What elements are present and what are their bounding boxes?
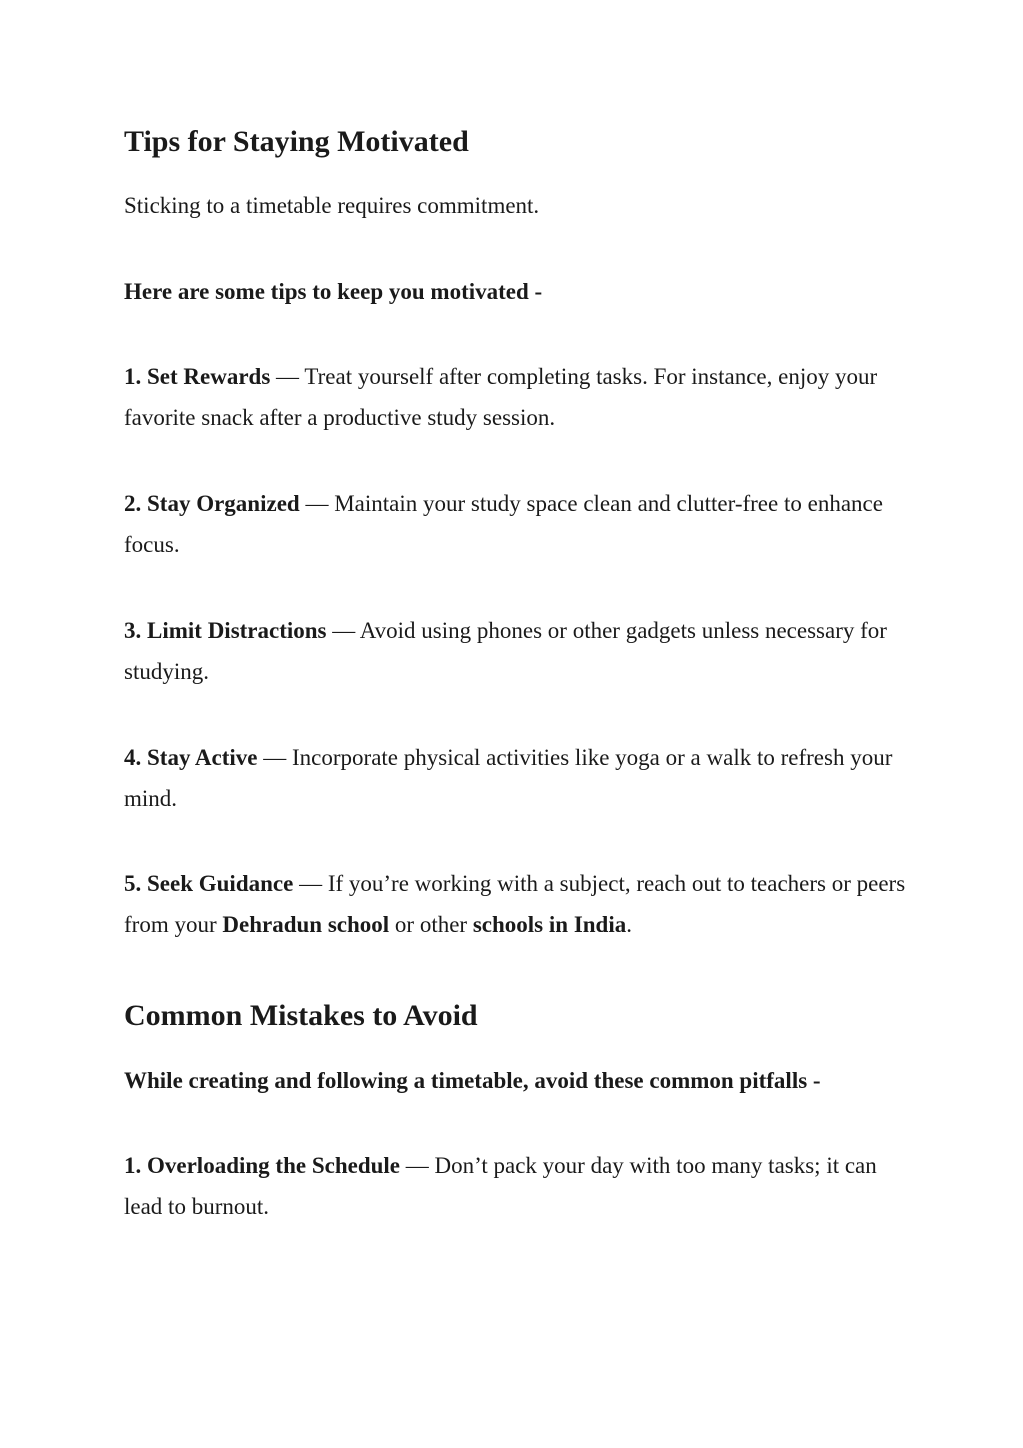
item-title: 3. Limit Distractions — [124, 618, 327, 643]
list-item — [124, 863, 914, 945]
item-title: 1. Set Rewards — [124, 364, 271, 389]
item-text: Don’t pack your day with too many tasks; it can lead to burnout. — [124, 1153, 877, 1219]
section-heading: Common Mistakes to Avoid — [124, 999, 478, 1032]
list-item — [124, 737, 914, 819]
lead-paragraph: While creating and following a timetable, avoid these common pitfalls - — [124, 1068, 821, 1093]
item-separator: — — [257, 745, 293, 770]
list-item — [124, 483, 914, 565]
item-text: If you’re working with a subject, reach out to teachers or peers from your — [124, 871, 906, 937]
list-item — [124, 1145, 914, 1227]
item-text: Maintain your study space clean and clutter-free to enhance focus. — [124, 491, 883, 557]
intro-paragraph: Sticking to a timetable requires commitment. — [124, 193, 540, 218]
item-separator: — — [299, 491, 335, 516]
item-title: 5. Seek Guidance — [124, 871, 294, 896]
item-title: 4. Stay Active — [124, 745, 258, 770]
item-title: 2. Stay Organized — [124, 491, 300, 516]
item-text: Treat yourself after completing tasks. For instance, enjoy your favorite snack after a productive study session. — [124, 364, 878, 430]
lead-paragraph: Here are some tips to keep you motivated - — [124, 279, 543, 304]
school-link-text: Dehradun school — [222, 912, 390, 937]
item-text: Avoid using phones or other gadgets unless necessary for studying. — [124, 618, 887, 684]
schools-link-text: schools in India — [472, 912, 627, 937]
item-separator: — — [400, 1153, 435, 1178]
section-heading: Tips for Staying Motivated — [124, 125, 469, 158]
item-text: or other — [389, 912, 473, 937]
item-text: Incorporate physical activities like yoga or a walk to refresh your mind. — [124, 745, 893, 811]
list-item — [124, 610, 914, 692]
item-separator: — — [293, 871, 328, 896]
item-title: 1. Overloading the Schedule — [124, 1153, 401, 1178]
list-item — [124, 356, 914, 438]
item-separator: — — [270, 364, 305, 389]
item-separator: — — [326, 618, 360, 643]
item-text: . — [626, 912, 632, 937]
